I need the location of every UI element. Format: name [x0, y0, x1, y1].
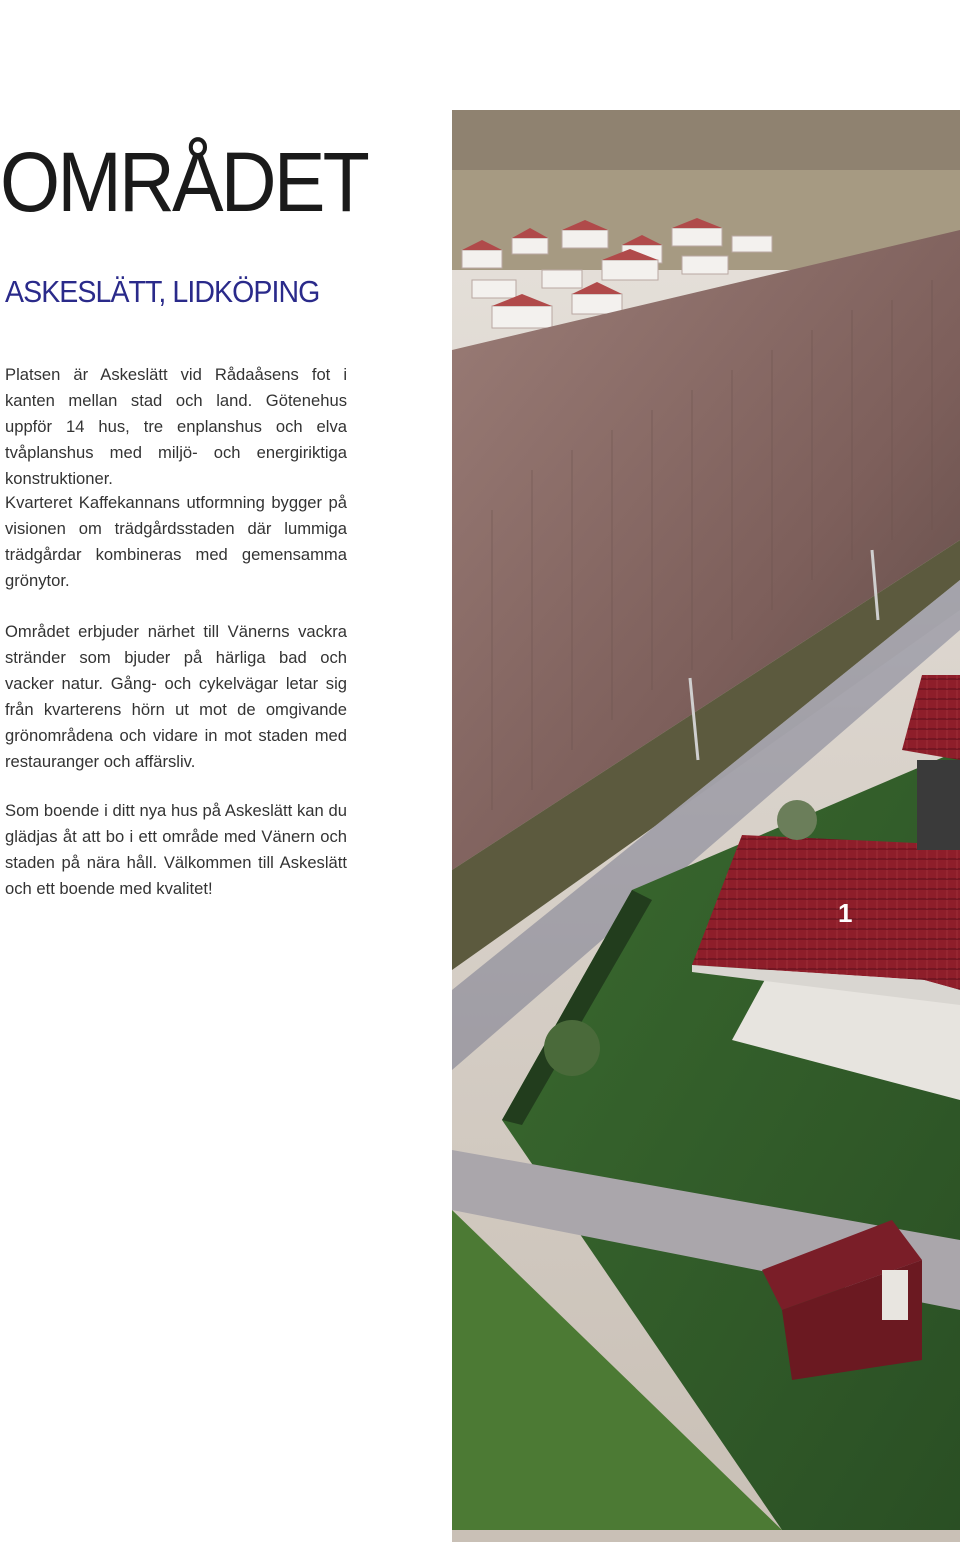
page-subtitle: ASKESLÄTT, LIDKÖPING: [5, 274, 320, 309]
aerial-photo: [452, 110, 960, 1542]
paragraph-vision: Kvarteret Kaffekannans utformning bygger på visionen om trädgårdsstaden där lummiga trädgårdar kombineras med gemensamma grönytor.: [5, 493, 347, 590]
paragraph-intro: Platsen är Askeslätt vid Rådaåsens fot i kanten mellan stad och land. Götenehus uppför 14 hus, tre enplanshus och elva tvåplanshus med miljö- och energiriktiga konstruktioner.: [5, 365, 347, 488]
page-title: OMRÅDET: [0, 135, 368, 229]
text-column: [0, 0, 452, 1542]
paragraph-welcome: Som boende i ditt nya hus på Askeslätt kan du glädjas åt att bo i ett område med Vänern och staden på nära håll. Välkommen till Askeslätt och ett boende med kvalitet!: [5, 801, 347, 898]
house-number: 1: [838, 898, 853, 928]
paragraph-nature: Området erbjuder närhet till Vänerns vackra stränder som bjuder på härliga bad och vacker natur. Gång- och cykelvägar letar sig från kvarterens hörn ut mot de omgivande grönområdena och vidare in mot staden med restauranger och affärsliv.: [5, 622, 347, 771]
